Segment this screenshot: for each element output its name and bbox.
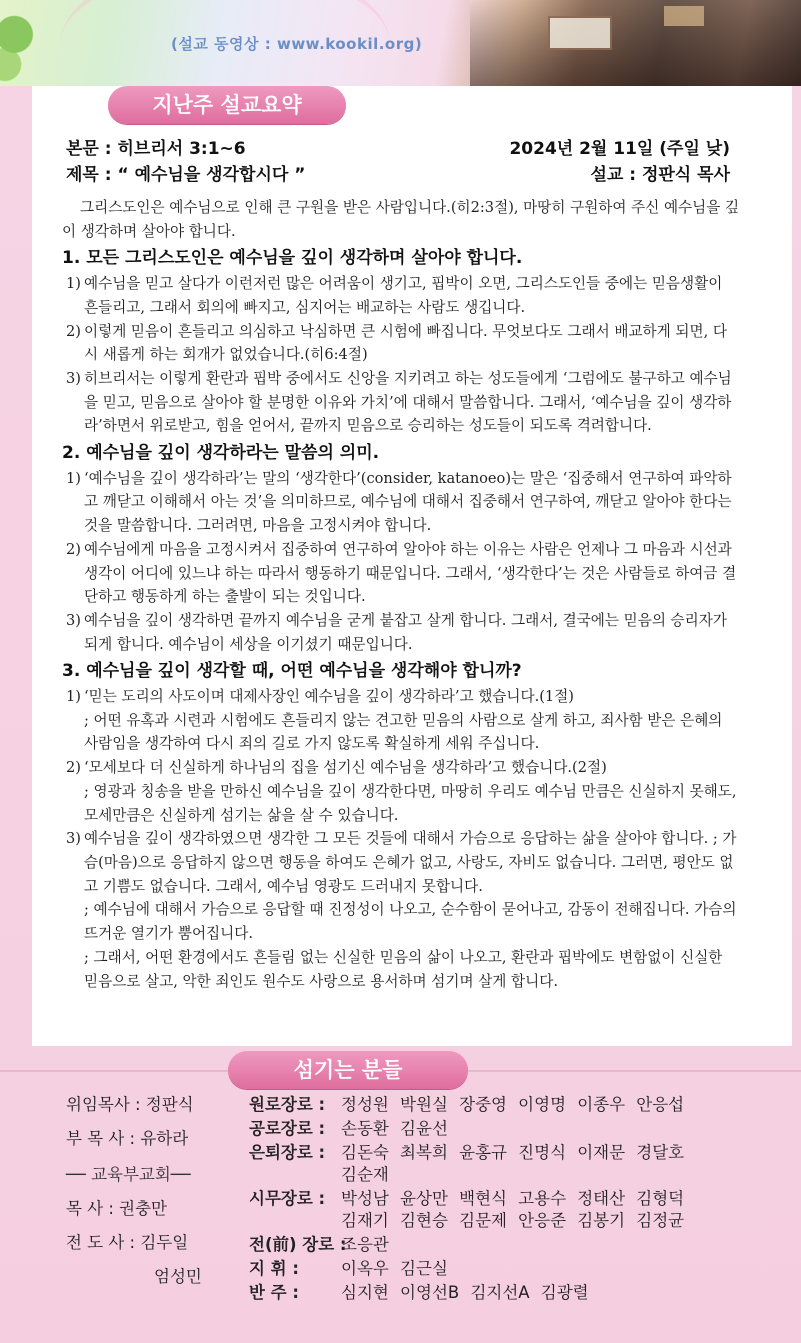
point-text: ‘예수님을 깊이 생각하라’는 말의 ‘생각한다’(consider, katanoeo)는 말은 ‘집중해서 연구하여 파악하고 깨닫고 이해해서 아는 것’을 의미하므로, 예수님에 대해서 집중해서 연구하여, 깨닫고 알아야 한다는 것을 말씀합니다. 그러려면, 마음을 고정시켜야 합니다. [84, 469, 732, 535]
server-row [249, 1164, 749, 1186]
summary-title-badge: 지난주 설교요약 [108, 86, 346, 124]
point-text: ; 그래서, 어떤 환경에서도 흔들림 없는 신실한 믿음의 삶이 나오고, 환란과 핍박에도 변함없이 신실한 믿음으로 살고, 악한 죄인도 원수도 사랑으로 용서하며 섬기며 살게 합니다. [84, 948, 723, 990]
tree-illustration [0, 0, 48, 86]
server-names: 김순재 [341, 1165, 389, 1184]
sermon-summary-body [62, 196, 740, 993]
point-number: 1) [66, 469, 81, 487]
server-group [249, 1118, 749, 1140]
summary-point [62, 320, 740, 367]
server-role-label: 시무장로 : [249, 1189, 326, 1208]
server-group [249, 1234, 749, 1256]
associate-pastor: 부 목 사 : 유하라 [66, 1129, 189, 1148]
point-number: 2) [66, 759, 81, 777]
point-text: ; 영광과 칭송을 받을 만하신 예수님을 깊이 생각한다면, 마땅히 우리도 예수님 만큼은 신실하지 못해도, 모세만큼은 신실하게 섬기는 삶을 살 수 있습니다. [84, 782, 737, 824]
sermon-video-link[interactable]: (설교 동영상 : www.kookil.org) [171, 35, 423, 53]
server-role-label: 반 주 : [249, 1283, 299, 1302]
point-number: 3) [66, 830, 81, 848]
server-names: 김돈숙 최복희 윤홍규 진명식 이재문 경달호 [341, 1143, 685, 1162]
point-text: ‘믿는 도리의 사도이며 대제사장인 예수님을 깊이 생각하라’고 했습니다.(1절) [84, 688, 574, 706]
preacher-name: 설교 : 정판식 목사 [590, 165, 730, 185]
point-text: ; 어떤 유혹과 시련과 시험에도 흔들리지 않는 견고한 믿음의 사람으로 살게 하고, 죄사함 받은 은혜의 사람임을 생각하여 다시 죄의 길로 가지 않도록 확실하게 세워 주십니다. [84, 711, 723, 753]
server-role-label: 원로장로 : [249, 1095, 326, 1114]
church-screen-photo [548, 16, 612, 50]
server-role-label [249, 1210, 341, 1232]
server-row [249, 1234, 749, 1256]
summary-point [62, 609, 740, 656]
point-text: 예수님에게 마음을 고정시켜서 집중하여 연구하여 알아야 하는 이유는 사람은 언제나 그 마음과 시선과 생각이 어디에 있느냐 하는 따라서 행동하기 때문입니다. 그래서, ‘생각한다’는 것은 사람들로 하여금 결단하고 행동하게 하는 출발이 되는 것입니다. [84, 540, 737, 606]
summary-point [62, 827, 740, 993]
servers-right-column [249, 1094, 749, 1306]
church-audience-photo [470, 0, 801, 86]
point-text: 예수님을 깊이 생각하면 끝까지 예수님을 굳게 붙잡고 살게 합니다. 그래서, 결국에는 믿음의 승리자가 되게 합니다. 예수님이 세상을 이기셨기 때문입니다. [84, 611, 727, 653]
point-text: 예수님을 깊이 생각하였으면 생각한 그 모든 것들에 대해서 가슴으로 응답하는 삶을 살아야 합니다. ; 가슴(마음)으로 응답하지 않으면 행동을 하여도 은혜가 없고, 사랑도, 자비도 없습니다. 그러면, 평안도 없고 기쁨도 없습니다. 그래서, 예수님 영광도 드러내지 못합니다. [84, 830, 737, 895]
senior-pastor: 위임목사 : 정판식 [66, 1095, 194, 1114]
server-group [249, 1282, 749, 1304]
server-names: 조응관 [341, 1235, 389, 1254]
section-title: 1. 모든 그리스도인은 예수님을 깊이 생각하며 살아야 합니다. [62, 248, 523, 269]
server-names: 이옥우 김근실 [341, 1259, 448, 1278]
server-row [249, 1282, 749, 1304]
server-names: 박성남 윤상만 백현식 고용수 정태산 김형덕 [341, 1189, 685, 1208]
server-role-label: 지 휘 : [249, 1259, 299, 1278]
summary-point [62, 367, 740, 438]
server-row [249, 1258, 749, 1280]
server-group [249, 1142, 749, 1186]
server-names: 김재기 김현승 김문제 안응준 김봉기 김정균 [341, 1211, 685, 1230]
summary-point [62, 467, 740, 538]
section-title: 3. 예수님을 깊이 생각할 때, 어떤 예수님을 생각해야 합니까? [62, 661, 522, 682]
server-role-label: 전(前) 장로 : [249, 1235, 347, 1254]
server-names: 정성원 박원실 장중영 이영명 이종우 안응섭 [341, 1095, 685, 1114]
point-text: ‘모세보다 더 신실하게 하나님의 집을 섬기신 예수님을 생각하라’고 했습니다.(2절) [84, 759, 607, 777]
server-group [249, 1258, 749, 1280]
server-group [249, 1094, 749, 1116]
server-names: 심지현 이영선B 김지선A 김광렬 [341, 1283, 589, 1302]
point-number: 3) [66, 611, 81, 629]
summary-point [62, 272, 740, 319]
server-group [249, 1188, 749, 1232]
server-row [249, 1188, 749, 1210]
server-role-label: 공로장로 : [249, 1119, 326, 1138]
intro-paragraph: 그리스도인은 예수님으로 인해 큰 구원을 받은 사람입니다.(히2:3절), 마땅히 구원하여 주신 예수님을 깊이 생각하며 살아야 합니다. [62, 199, 740, 240]
server-row [249, 1142, 749, 1164]
sermon-date: 2024년 2월 11일 (주일 낮) [509, 139, 730, 159]
server-row [249, 1118, 749, 1140]
servers-title-badge: 섬기는 분들 [228, 1051, 468, 1089]
point-number: 2) [66, 540, 81, 558]
summary-point [62, 756, 740, 827]
point-text: 예수님을 믿고 살다가 이런저런 많은 어려움이 생기고, 핍박이 오면, 그리스도인들 중에는 믿음생활이 흔들리고, 그래서 회의에 빠지고, 심지어는 배교하는 사람도 생깁니다. [84, 275, 723, 316]
server-row [249, 1210, 749, 1232]
point-number: 1) [66, 688, 81, 706]
church-banner-photo [664, 6, 704, 26]
sermon-title: 제목 : “ 예수님을 생각합시다 ” [66, 165, 306, 185]
evangelist: 전 도 사 : 김두일 [66, 1233, 189, 1252]
point-number: 1) [66, 275, 81, 293]
summary-point [62, 685, 740, 756]
scripture-reference: 본문 : 히브리서 3:1~6 [66, 139, 246, 159]
point-number: 2) [66, 322, 81, 340]
server-row [249, 1094, 749, 1116]
summary-point [62, 538, 740, 609]
point-text: ; 예수님에 대해서 가슴으로 응답할 때 진정성이 나오고, 순수함이 묻어나고, 감동이 전해집니다. 가슴의 뜨거운 열기가 뿜어집니다. [84, 901, 737, 943]
server-names: 손동환 김윤선 [341, 1119, 448, 1138]
server-role-label [249, 1164, 341, 1186]
point-text: 히브리서는 이렇게 환란과 핍박 중에서도 신앙을 지키려고 하는 성도들에게 ‘그럼에도 불구하고 예수님을 믿고, 믿음으로 살아야 할 분명한 이유와 가치’에 대해서 말씀합니다. 그래서, ‘예수님을 깊이 생각하라’하면서 위로받고, 힘을 얻어서, 끝까지 믿음으로 승리하는 성도들이 되도록 격려합니다. [84, 369, 732, 435]
point-number: 3) [66, 369, 81, 387]
section-title: 2. 예수님을 깊이 생각하라는 말씀의 의미. [62, 443, 380, 464]
education-pastor: 목 사 : 권충만 [66, 1199, 167, 1218]
education-header: ── 교육부교회── [66, 1165, 191, 1184]
point-text: 이렇게 믿음이 흔들리고 의심하고 낙심하면 큰 시험에 빠집니다. 무엇보다도 그래서 배교하게 되면, 다시 새롭게 하는 회개가 없었습니다.(히6:4절) [84, 322, 727, 364]
servers-left-column [66, 1094, 236, 1298]
server-role-label: 은퇴장로 : [249, 1143, 326, 1162]
evangelist-2: 엄성민 [154, 1267, 202, 1286]
